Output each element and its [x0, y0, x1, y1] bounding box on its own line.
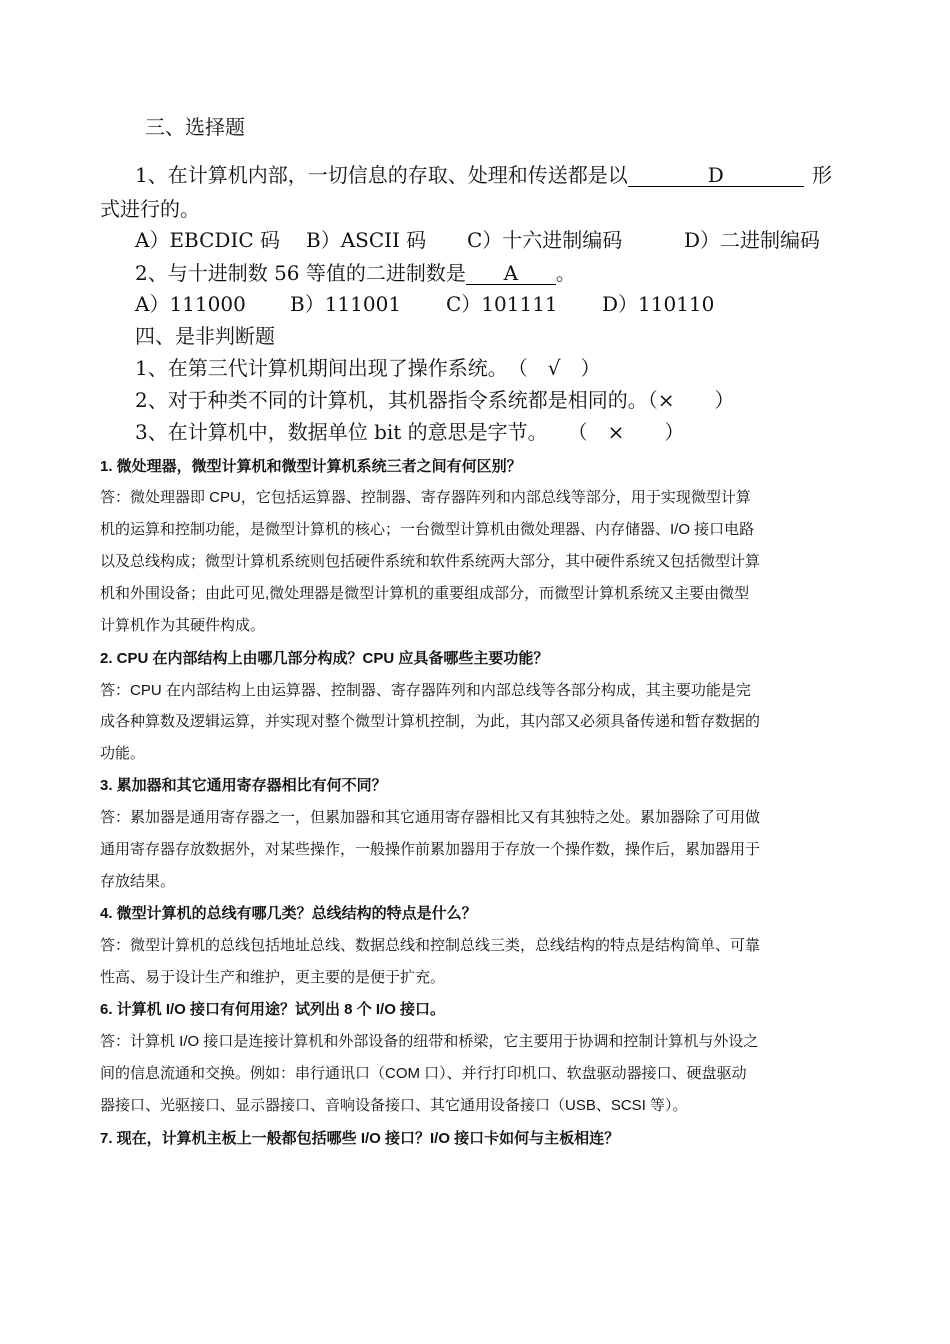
qa-question-6: 6. 计算机 I/O 接口有何用途？试列出 8 个 I/O 接口。 [100, 1001, 446, 1018]
qa-answer-6-line-3: 器接口、光驱接口、显示器接口、音响设备接口、其它通用设备接口（USB、SCSI 等）。 [100, 1097, 688, 1114]
judgement-1: 1、在第三代计算机期间出现了操作系统。 （ √ ） [135, 356, 601, 380]
answer-blank-2: A [466, 262, 556, 285]
q1-option-d: D）二进制编码 [684, 228, 821, 252]
q2-option-b: B）111001 [290, 292, 402, 316]
qa-question-1: 1. 微处理器，微型计算机和微型计算机系统三者之间有何区别？ [100, 458, 522, 475]
qa-answer-4-line-2: 性高、易于设计生产和维护，更主要的是便于扩充。 [100, 969, 446, 986]
question-2-end: 。 [555, 261, 576, 285]
q2-option-a: A）111000 [135, 292, 246, 316]
question-2-text: 2、与十进制数 56 等值的二进制数是 [135, 261, 466, 285]
qa-answer-3-line-1: 答：累加器是通用寄存器之一，但累加器和其它通用寄存器相比又有其独特之处。累加器除了可用做 [100, 809, 761, 826]
question-1-text: 1、在计算机内部，一切信息的存取、处理和传送都是以 [135, 163, 628, 187]
qa-question-2: 2. CPU 在内部结构上由哪几部分构成？CPU 应具备哪些主要功能？ [100, 650, 549, 667]
qa-answer-1-line-4: 机和外围设备；由此可见,微处理器是微型计算机的重要组成部分，而微型计算机系统又主要由微型 [100, 585, 750, 602]
section-heading-choice: 三、选择题 [145, 115, 245, 139]
q1-option-b: B）ASCII 码 [306, 228, 427, 252]
judgement-2: 2、对于种类不同的计算机，其机器指令系统都是相同的。（× ） [135, 388, 735, 412]
qa-answer-1-line-3: 以及总线构成；微型计算机系统则包括硬件系统和软件系统两大部分，其中硬件系统又包括微型计算 [100, 553, 761, 570]
section-heading-judgement: 四、是非判断题 [135, 324, 275, 348]
qa-answer-2-line-1: 答：CPU 在内部结构上由运算器、控制器、寄存器阵列和内部总线等各部分构成，其主要功能是完 [100, 682, 751, 699]
qa-answer-6-line-1: 答：计算机 I/O 接口是连接计算机和外部设备的纽带和桥梁，它主要用于协调和控制计算机与外设之 [100, 1033, 759, 1050]
qa-question-7: 7. 现在，计算机主板上一般都包括哪些 I/O 接口？I/O 接口卡如何与主板相连？ [100, 1130, 620, 1147]
question-1-continuation: 式进行的。 [100, 197, 200, 221]
qa-question-3: 3. 累加器和其它通用寄存器相比有何不同？ [100, 777, 387, 794]
question-2-line [135, 257, 576, 286]
q2-option-d: D）110110 [602, 292, 715, 316]
q1-option-c: C）十六进制编码 [467, 228, 623, 252]
qa-answer-2-line-2: 成各种算数及逻辑运算，并实现对整个微型计算机控制，为此，其内部又必须具备传递和暂存数据的 [100, 713, 761, 730]
answer-blank-1: D [628, 164, 804, 187]
q1-option-a: A）EBCDIC 码 [135, 228, 281, 252]
qa-answer-4-line-1: 答：微型计算机的总线包括地址总线、数据总线和控制总线三类，总线结构的特点是结构简单、可靠 [100, 937, 761, 954]
qa-answer-1-line-5: 计算机作为其硬件构成。 [100, 617, 266, 634]
qa-answer-1-line-1: 答：微处理器即 CPU，它包括运算器、控制器、寄存器阵列和内部总线等部分，用于实现微型计算 [100, 489, 751, 506]
question-1-suffix: 形 [812, 163, 832, 187]
qa-answer-2-line-3: 功能。 [100, 745, 146, 762]
qa-answer-3-line-3: 存放结果。 [100, 873, 176, 890]
qa-answer-6-line-2: 间的信息流通和交换。例如：串行通讯口（COM 口）、并行打印机口、软盘驱动器接口、硬盘驱动 [100, 1065, 747, 1082]
qa-answer-3-line-2: 通用寄存器存放数据外，对某些操作，一般操作前累加器用于存放一个操作数，操作后，累加器用于 [100, 841, 761, 858]
qa-question-4: 4. 微型计算机的总线有哪几类？总线结构的特点是什么？ [100, 905, 477, 922]
qa-answer-1-line-2: 机的运算和控制功能，是微型计算机的核心；一台微型计算机由微处理器、内存储器、I/O 接口电路 [100, 521, 755, 538]
q2-option-c: C）101111 [446, 292, 558, 316]
judgement-3: 3、在计算机中，数据单位 bit 的意思是字节。 （ × ） [135, 420, 685, 444]
question-1-line [135, 159, 804, 188]
